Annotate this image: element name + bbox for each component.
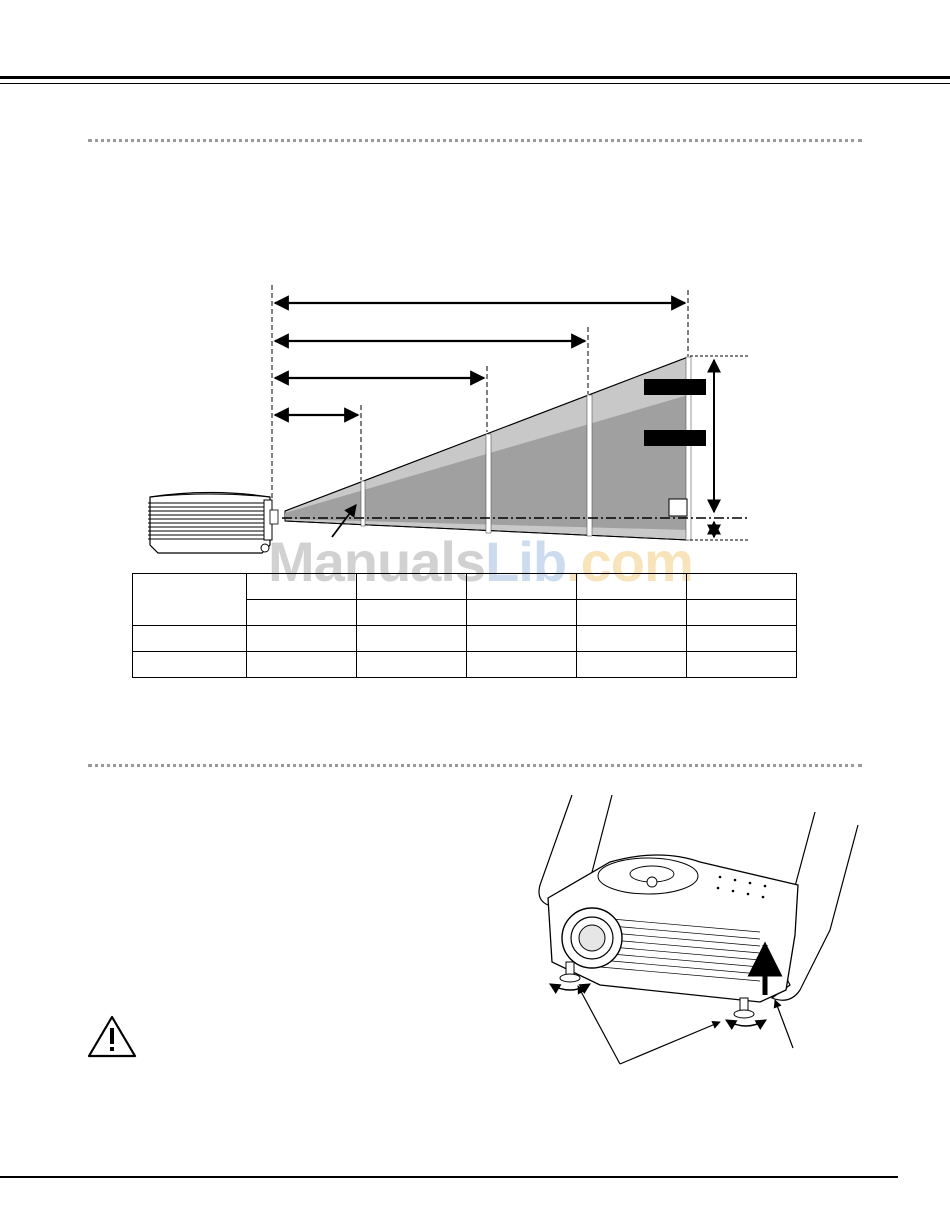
footer-rule (0, 1176, 898, 1178)
table-header-cell (133, 574, 247, 626)
table-row (133, 626, 797, 652)
table-cell (687, 626, 797, 652)
table-cell (577, 574, 687, 600)
screen-label-box (669, 499, 687, 516)
table-cell (467, 600, 577, 626)
table-cell (467, 626, 577, 652)
table-cell (247, 600, 357, 626)
table-row (133, 574, 797, 600)
table-cell (467, 652, 577, 678)
table-cell (687, 652, 797, 678)
watermark-part-3: .com (566, 530, 693, 593)
section-divider-bottom (88, 764, 862, 767)
table-cell (247, 626, 357, 652)
screen-label-bar-2 (644, 430, 706, 446)
table-cell (133, 626, 247, 652)
table-cell (687, 574, 797, 600)
table-cell (467, 574, 577, 600)
table-cell (577, 600, 687, 626)
table-cell (133, 652, 247, 678)
table-cell (247, 652, 357, 678)
table-cell (357, 574, 467, 600)
table-row (133, 652, 797, 678)
table-cell (357, 626, 467, 652)
throw-distance-table (132, 573, 797, 678)
screen-label-bar-1 (644, 379, 706, 395)
table-cell (357, 652, 467, 678)
warning-triangle-icon (89, 1017, 135, 1056)
projector-lifted-icon (539, 795, 858, 1064)
table-cell (577, 652, 687, 678)
table-cell (577, 626, 687, 652)
watermark-part-1: Manuals (268, 530, 486, 593)
table-cell (687, 600, 797, 626)
table-cell (357, 600, 467, 626)
watermark-part-2: Lib (485, 530, 567, 593)
table-cell (247, 574, 357, 600)
projector-side-icon (148, 493, 278, 554)
